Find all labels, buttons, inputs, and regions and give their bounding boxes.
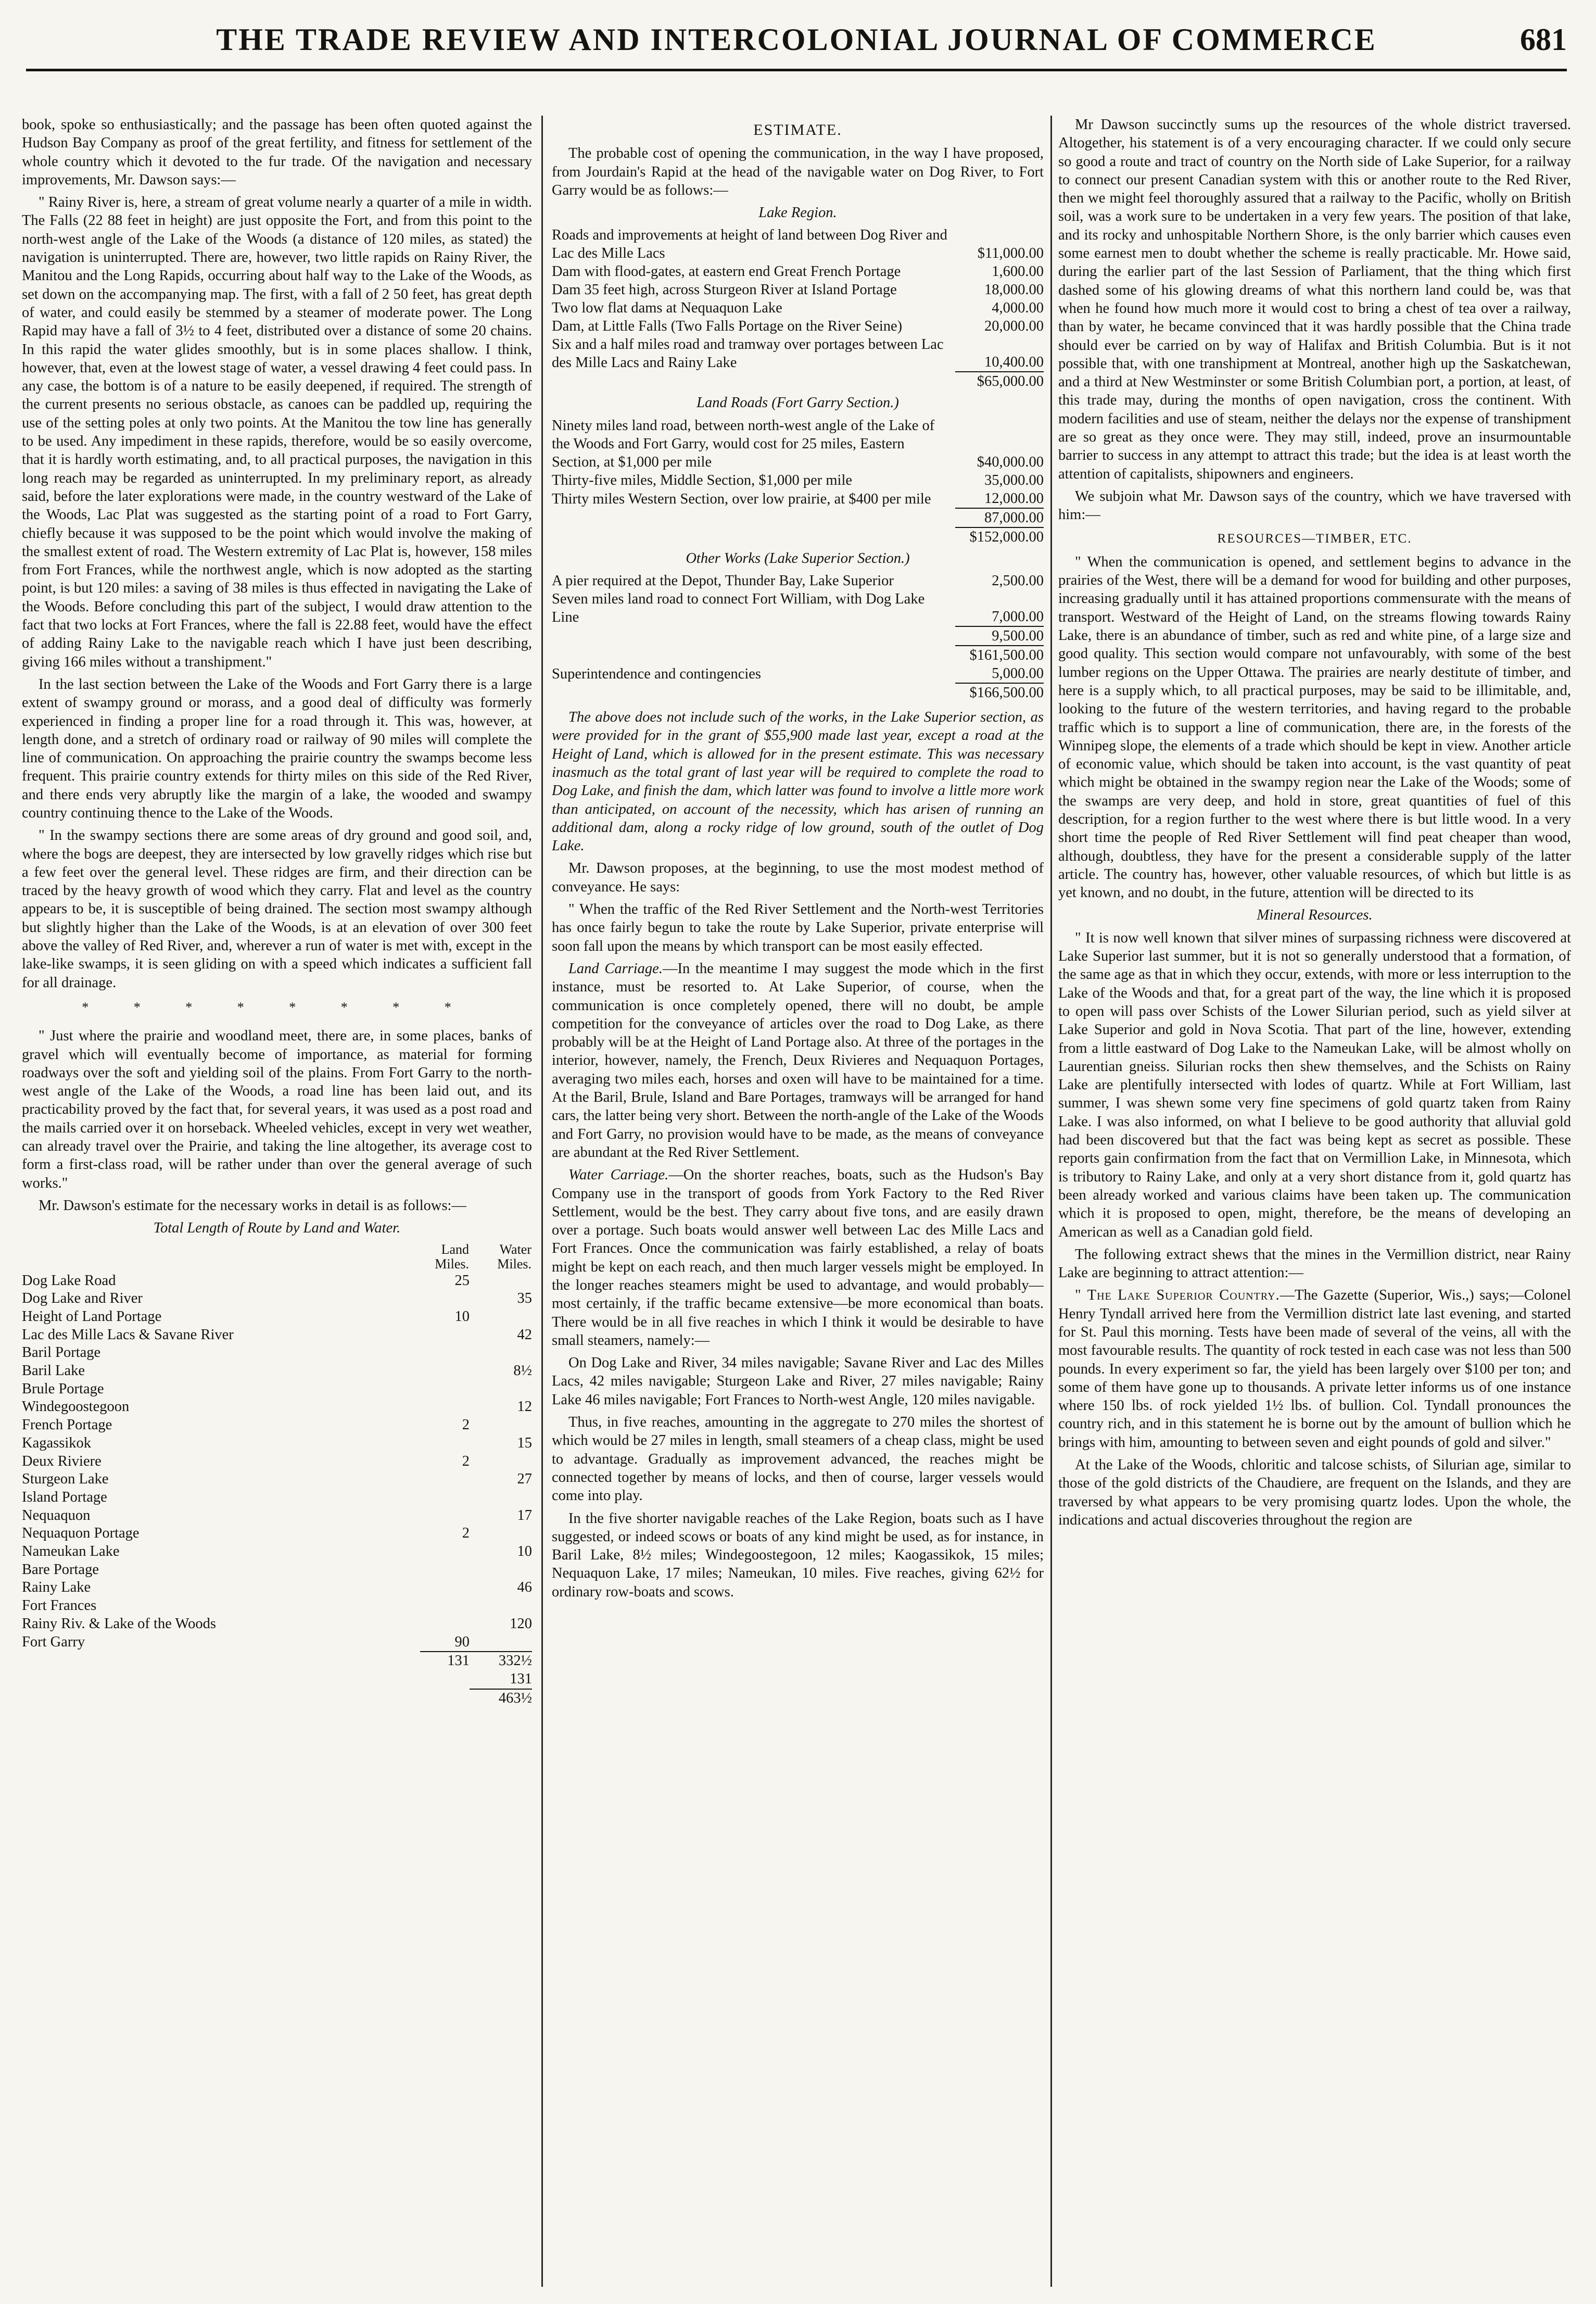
estimate-item: Dam, at Little Falls (Two Falls Portage on the River Seine): [552, 318, 903, 335]
route-name: Rainy Lake: [22, 1579, 91, 1596]
route-name: Brule Portage: [22, 1380, 104, 1397]
superintendence-label: Superintendence and contingencies: [552, 666, 762, 683]
route-land-miles: [420, 1344, 470, 1362]
route-water-miles: [470, 1525, 532, 1543]
run-in-heading: Water Carriage.: [568, 1167, 669, 1184]
route-name: Island Portage: [22, 1489, 107, 1505]
paragraph-body: —On the shorter reaches, boats, such as the Hudson's Bay Company use in the transport of goods from York Factory to the Red River Settlement, would be the best. They carry about five tons, and are easily drawn over a portage. Such boats would answer well between Lac des Mille Lacs and Fort Frances. Once the communication was fairly established, a relay of boats might be kept on each reach, and then much larger vessels might be employed. In the longer reaches steamers might be used to advantage, and would probably—most certainly, if the traffic became extensive—be more economical than boats. There would be in all five reaches in which I think it would be desirable to have small steamers, namely:—: [552, 1167, 1044, 1349]
estimate-item: Six and a half miles road and tramway over portages between Lac des Mille Lacs and Rainy Lake: [552, 336, 944, 371]
run-in-heading: Land Carriage.: [568, 960, 663, 977]
paragraph: At the Lake of the Woods, chloritic and talcose schists, of Silurian age, similar to those of the gold districts of the Chaudiere, are frequent on the Islands, and they are traversed by what appears to be very promising quartz lodes. Upon the whole, the indications and actual discoveries throughout the region are: [1058, 1457, 1571, 1528]
paragraph-body: —The Gazette (Superior, Wis.,) says;—Colonel Henry Tyndall arrived here from the Vermillion district late last evening, and started for St. Paul this morning. Tests have been made of several of the veins, all with the most favourable results. The quantity of rock tested in each case was not less than 500 pounds. In every experiment so far, the yield has been largely over $100 per ton; and some of them have gone up to thousands. A private letter informs us of one instance where 150 lbs. of rock yielded 1½ lbs. of bullion. Col. Tyndall pronounces the country rich, and in this statement he is borne out by the amount of bullion which he brings with him, amounting to between seven and eight pounds of gold and silver.": [1058, 1287, 1571, 1451]
route-water-miles: [470, 1561, 532, 1579]
column-header-water: Water Miles.: [497, 1241, 531, 1271]
route-land-miles: [420, 1507, 470, 1525]
route-water-miles: 8½: [513, 1363, 532, 1379]
column-header-land: Land Miles.: [435, 1241, 469, 1271]
route-row: [22, 1579, 532, 1597]
route-water-miles: 15: [517, 1434, 532, 1451]
estimate-amount: $11,000.00: [977, 245, 1044, 262]
route-land-miles: [420, 1326, 470, 1344]
route-name: Nequaquon: [22, 1507, 91, 1524]
route-water-miles: [470, 1453, 532, 1471]
estimate-row: [552, 262, 1044, 281]
route-land-miles: [420, 1489, 470, 1507]
route-row: [22, 1434, 532, 1453]
paragraph: " Rainy River is, here, a stream of great volume nearly a quarter of a mile in width. The Falls (22 88 feet in height) are just opposite the Fort, and from this point to the north-west angle of the Lake of the Woods (a distance of 120 miles, as stated) the navigation is uninterrupted. There are, however, two little rapids on Rainy River, the Manitou and the Long Rapids, occurring about half way to the Lake of the Woods, as set down on the accompanying map. The first, with a fall of 2 50 feet, has great depth of water, and could easily be stemmed by a steamer of moderate power. The Long Rapid may have a fall of 3½ to 4 feet, distributed over a distance of some 20 chains. In this rapid the water glides smoothly, but is in some places shallow. I think, however, that, even at the lowest stage of water, a vessel drawing 4 feet could pass. In any case, the bottom is of a nature to be easily deepened, if required. The strength of the current presents no serious obstacle, as canoes can be paddled up, requiring the use of the setting poles at only two points. At the Manitou the tow line has generally to be used. Any impediment in these rapids, therefore, would be so easily overcome, that it is hardly worth estimating, and, to all practical purposes, the navigation in this long reach may be regarded as uninterrupted. In my preliminary report, as already said, before the later explorations were made, in the country westward of the Lake of the Woods, Lac Plat was suggested as the starting point of a road to Fort Garry, chiefly because it was supposed to be the point which would involve the making of the smallest extent of road. The Western extremity of Lac Plat is, however, 158 miles from Fort Frances, while the northwest angle, which is now adopted as the starting point, is but 120 miles: a saving of 38 miles is thus effected in navigating the Lake of the Woods. Before concluding this part of the subject, I would draw attention to the fact that two locks at Fort Frances, where the fall is 22.88 feet, would have the effect of adding Rainy Lake to the navigable reach which I have just been describing, giving 166 miles without a transhipment.": [22, 194, 532, 670]
estimate-amount: 2,500.00: [992, 573, 1044, 589]
paragraph: In the last section between the Lake of the Woods and Fort Garry there is a large extent of swampy ground or morass, and a good deal of difficulty was formerly experienced in finding a proper line for a road through it. This was, however, at length done, and a stretch of ordinary road or railway of 90 miles will complete the line of communication. On approaching the prairie country the swamps become less frequent. This prairie country extends for thirty miles on this side of the Red River, and there ends very abruptly like the margin of a lake, the wooded and swampy country continuing thence to the Lake of the Woods.: [22, 676, 532, 821]
route-name: Bare Portage: [22, 1561, 99, 1578]
route-row: [22, 1398, 532, 1416]
other-works-heading: Other Works (Lake Superior Section.): [686, 550, 910, 566]
route-row: [22, 1633, 532, 1652]
estimate-amount: 18,000.00: [984, 282, 1044, 298]
route-grand-total: 463½: [470, 1689, 532, 1708]
route-water-miles: [470, 1416, 532, 1434]
route-water-miles: 17: [517, 1507, 532, 1524]
estimate-amount: 20,000.00: [984, 318, 1044, 335]
estimate-row: [552, 299, 1044, 317]
route-water-miles: 120: [510, 1615, 532, 1632]
lake-region-heading: Lake Region.: [758, 205, 837, 221]
route-total-water: 332½: [470, 1652, 532, 1670]
route-name: Fort Garry: [22, 1634, 85, 1651]
route-name: Lac des Mille Lacs & Savane River: [22, 1326, 234, 1343]
route-row: [22, 1326, 532, 1344]
estimate-row: [552, 226, 1044, 262]
paragraph: " Just where the prairie and woodland meet, there are, in some places, banks of gravel which will eventually become of importance, as material for forming roadways over the soft and yielding soil of the plains. From Fort Garry to the north-west angle of the Lake of the Woods, a road line has been laid out, and its practicability proved by the fact that, for several years, it was used as a post road and the mails carried over it on horseback. Wheeled vehicles, except in very wet weather, can already travel over the Prairie, and taking the line altogether, its average cost to form a first-class road, will be rather under than over the general average of such works.": [22, 1028, 532, 1191]
lake-region-table: [552, 226, 1044, 391]
route-land-miles: 2: [462, 1525, 470, 1542]
grand-total: $166,500.00: [955, 683, 1044, 702]
estimate-amount: 7,000.00: [992, 609, 1044, 625]
route-name: Baril Portage: [22, 1344, 101, 1361]
run-in-heading: " The Lake Superior Country.: [1075, 1287, 1280, 1304]
route-table: [22, 1242, 532, 1708]
route-name: Dog Lake and River: [22, 1290, 143, 1307]
route-row: [22, 1344, 532, 1362]
route-row: [22, 1272, 532, 1290]
column-divider: [1050, 116, 1052, 2287]
route-name: Sturgeon Lake: [22, 1471, 109, 1488]
estimate-item: A pier required at the Depot, Thunder Bay, Lake Superior: [552, 573, 894, 589]
route-water-miles: [470, 1308, 532, 1326]
running-total: $161,500.00: [955, 646, 1044, 664]
route-row: [22, 1416, 532, 1434]
route-land-miles: 90: [454, 1633, 470, 1650]
route-water-miles: [470, 1380, 532, 1399]
estimate-row: [552, 417, 1044, 471]
route-row: [22, 1597, 532, 1615]
estimate-row: [552, 471, 1044, 489]
estimate-heading: ESTIMATE.: [753, 121, 842, 139]
route-land-miles: 2: [462, 1417, 470, 1433]
other-works-subtotal: 9,500.00: [955, 626, 1044, 646]
route-name: Deux Riviere: [22, 1453, 102, 1469]
route-land-miles: 10: [454, 1308, 470, 1325]
route-row: [22, 1470, 532, 1489]
route-grand-total-row: [22, 1689, 532, 1708]
land-roads-subtotal: 87,000.00: [955, 508, 1044, 527]
route-name: Dog Lake Road: [22, 1272, 116, 1289]
paragraph: On Dog Lake and River, 34 miles navigable; Savane River and Lac des Milles Lacs, 42 miles navigable; Sturgeon Lake and River, 27 miles navigable; Rainy Lake 46 miles navigable; Fort Frances to North-west Angle, 120 miles navigable.: [552, 1355, 1044, 1408]
route-land-miles: [420, 1597, 470, 1615]
route-water-miles: 12: [517, 1399, 532, 1415]
estimate-item: Thirty-five miles, Middle Section, $1,000 per mile: [552, 472, 853, 488]
route-row: [22, 1615, 532, 1633]
paragraph: The above does not include such of the works, in the Lake Superior section, as were provided for in the grant of $55,900 made last year, except a road at the Height of Land, which is allowed for in the present estimate. This was necessary inasmuch as the total grant of last year will be required to complete the road to Dog Lake, and finish the dam, which latter was found to involve a little more work than anticipated, on account of the necessity, which has arisen of running an additional dam, along a rocky ridge of low ground, south of the outlet of Dog Lake.: [552, 709, 1044, 854]
route-row: [22, 1453, 532, 1471]
route-water-miles: [470, 1272, 532, 1290]
paragraph: Thus, in five reaches, amounting in the aggregate to 270 miles the shortest of which would be 27 miles in length, small steamers of a cheap class, might be used to advantage. Gradually as improvement advanced, the reaches might be connected together by means of locks, and then of course, larger vessels would come into play.: [552, 1414, 1044, 1504]
paragraph: The probable cost of opening the communication, in the way I have proposed, from Jourdain's Rapid at the head of the navigable water on Dog River, to Fort Garry would be as follows:—: [552, 145, 1044, 198]
route-name: Rainy Riv. & Lake of the Woods: [22, 1615, 216, 1632]
route-name: Nameukan Lake: [22, 1543, 120, 1560]
estimate-item: Dam 35 feet high, across Sturgeon River at Island Portage: [552, 282, 897, 298]
route-row: [22, 1507, 532, 1525]
land-roads-total: $152,000.00: [955, 527, 1044, 546]
superintendence-amount: 5,000.00: [992, 665, 1044, 682]
page-number: 681: [1520, 22, 1567, 57]
route-land-miles: [420, 1380, 470, 1399]
paragraph: Mr. Dawson's estimate for the necessary works in detail is as follows:—: [39, 1197, 466, 1214]
route-land-miles: 25: [454, 1272, 470, 1289]
route-table-header: [22, 1242, 532, 1272]
column-1: [22, 116, 532, 2287]
paragraph: We subjoin what Mr. Dawson says of the country, which we have traversed with him:—: [1058, 488, 1571, 523]
route-total-land: 131: [420, 1652, 470, 1670]
paragraph: In the five shorter navigable reaches of the Lake Region, boats such as I have suggested, or indeed scows or boats of any kind might be used, as for instance, in Baril Lake, 8½ miles; Windegoostegoon, 12 miles; Kaogassikok, 15 miles; Nequaquon Lake, 17 miles; Nameukan, 10 miles. Five reaches, giving 62½ for ordinary row-boats and scows.: [552, 1510, 1044, 1600]
estimate-item: Roads and improvements at height of land between Dog River and Lac des Mille Lacs: [552, 227, 947, 262]
route-water-miles: [470, 1633, 532, 1652]
header-rule: [26, 69, 1567, 71]
paragraph: book, spoke so enthusiastically; and the passage has been often quoted against the Hudson Bay Company as proof of the great fertility, and fitness for settlement of the whole country which it devoted to the fur trade. Of the navigation and necessary improvements, Mr. Dawson says:—: [22, 117, 532, 188]
route-water-miles: 46: [517, 1579, 532, 1596]
land-roads-heading: Land Roads (Fort Garry Section.): [696, 395, 899, 411]
route-land-miles: [420, 1398, 470, 1416]
paragraph: Mr. Dawson proposes, at the beginning, to use the most modest method of conveyance. He says:: [552, 860, 1044, 895]
route-name: French Portage: [22, 1417, 112, 1433]
estimate-amount: 35,000.00: [984, 472, 1044, 488]
route-row: [22, 1380, 532, 1399]
route-total-water-add: 131: [510, 1670, 532, 1687]
route-land-miles: [420, 1561, 470, 1579]
route-row: [22, 1525, 532, 1543]
paragraph: [552, 960, 1044, 1162]
route-total-row: [22, 1652, 532, 1670]
route-water-miles: [470, 1489, 532, 1507]
lake-region-total: $65,000.00: [955, 372, 1044, 391]
column-divider: [541, 116, 543, 2287]
paragraph: [1058, 1286, 1571, 1452]
route-table-heading: Total Length of Route by Land and Water.: [153, 1220, 401, 1237]
route-water-miles: 27: [517, 1471, 532, 1488]
paragraph: " In the swampy sections there are some areas of dry ground and good soil, and, where the bogs are deepest, they are intersected by low gravelly ridges which rise but a few feet over the general level. These ridges are firm, and their direction can be traced by the heavy growth of wood which they carry. Flat and level as the country appears to be, it is susceptible of being drained. The section most swampy although but slightly higher than the Lake of the Woods, is at an elevation of over 300 feet above the valley of Red River, and, wherever a run of water is met with, except in the lake-like swamps, it is seen gliding on with a speed which indicates a sufficient fall for all drainage.: [22, 827, 532, 991]
column-3: [1058, 116, 1571, 2287]
route-row: [22, 1290, 532, 1308]
estimate-amount: 12,000.00: [984, 490, 1044, 507]
route-name: Windegoostegoon: [22, 1399, 130, 1415]
paragraph: " It is now well known that silver mines of surpassing richness were discovered at Lake Superior last summer, but it is not so generally understood that a formation, of the same age as that in which they occur, extends, with more or less interruption to the Lake of the Woods and that, for a great part of the way, the line which it is proposed to open will pass over Schists of the Lower Silurian period, such as yield silver at Lake Superior and gold in Nova Scotia. That part of the line, however, extending from a little eastward of Dog Lake to the Nameukan Lake, will be almost wholly on Laurentian gneiss. Silurian rocks then shew themselves, and the Schists on Rainy Lake are plentifully intersected with lodes of quartz. While at Fort William, last summer, I was shewn some very fine specimens of gold quartz taken from Rainy Lake. I was also informed, on what I believe to be good authority that alluvial gold had been discovered but that the fact was being kept as secret as possible. These reports gain confirmation from the fact that on Vermillion Lake, in Minnesota, which is tributory to Rainy Lake, and only at a very short distance from it, gold quartz has been already worked and various claims have been taken up. The communication which it is proposed to open, might, therefore, be the means of developing an American as well as a Canadian gold field.: [1058, 929, 1571, 1240]
route-row: [22, 1543, 532, 1561]
route-land-miles: [420, 1362, 470, 1380]
estimate-item: Seven miles land road to connect Fort William, with Dog Lake Line: [552, 591, 925, 626]
route-land-miles: 2: [462, 1453, 470, 1469]
estimate-item: Thirty miles Western Section, over low prairie, at $400 per mile: [552, 490, 931, 507]
route-name: Height of Land Portage: [22, 1308, 162, 1325]
estimate-row: [552, 317, 1044, 335]
land-roads-table: [552, 417, 1044, 546]
resources-heading: RESOURCES—TIMBER, ETC.: [1217, 531, 1412, 546]
estimate-row: [552, 572, 1044, 590]
journal-title: THE TRADE REVIEW AND INTERCOLONIAL JOURNAL OF COMMERCE: [216, 22, 1377, 57]
route-land-miles: [420, 1470, 470, 1489]
route-water-miles: [470, 1597, 532, 1615]
estimate-amount: $40,000.00: [977, 454, 1044, 470]
paragraph: Mr Dawson succinctly sums up the resources of the whole district traversed. Altogether, his statement is of a very encouraging character. If we could only secure so good a route and tract of country on the North side of Lake Superior, for a railway to connect our present Canadian system with this or another route to the Red River, then we might feel thoroughly assured that a railway to the Pacific, wholly on British soil, was a work sure to be undertaken in a very few years. The position of that lake, and its rocky and unhospitable Northern Shore, is the only barrier which causes even some earnest men to doubt whether the scheme is really practicable. Mr. Howe said, during the earlier part of the last Session of Parliament, that the thing which first dashed some of his glowing dreams of what this northern land could be, was that when he found how much more it would cost to bring a chest of tea over a railway, than by water, he became convinced that it was hardly possible that the China trade should ever be carried on by way of Halifax and British Columbia. But is it not possible that, with one transhipment at Montreal, another high up the Saskatchewan, and a third at New Westminster or some British Columbian port, a portion, at least, of this trade may, during the months of open navigation, cross the continent. With modern facilities and use of steam, neither the delays nor the expense of transhipment are so great as they once were. They may still, indeed, prove an insurmountable barrier to success in any attempt to attract this trade; but the idea is at least worth the attention of capitalists, shipowners and engineers.: [1058, 117, 1571, 482]
route-name: Kagassikok: [22, 1434, 91, 1451]
estimate-row: [552, 590, 1044, 626]
mineral-resources-heading: Mineral Resources.: [1257, 907, 1373, 924]
estimate-item: Two low flat dams at Nequaquon Lake: [552, 300, 782, 317]
route-row: [22, 1489, 532, 1507]
other-works-table: [552, 572, 1044, 702]
estimate-amount: 10,400.00: [984, 354, 1044, 371]
route-land-miles: [420, 1290, 470, 1308]
paragraph-body: —In the meantime I may suggest the mode which in the first instance, must be resorted to. At Lake Superior, of course, when the communication is once completely opened, there will no doubt, be ample competition for the conveyance of articles over the road to Dog Lake, as there probably will be at the Height of Land Portage also. At three of the portages in the interior, however, namely, the French, Deux Rivieres and Nequaquon Portages, averaging two miles each, horses and oxen will have to be maintained for a time. At the Baril, Brule, Island and Bare Portages, tramways will be arranged for hand cars, the latter being very short. Between the north-angle of the Lake of the Woods and Fort Garry, no provision would have to be made, as the means of conveyance are abundant at the Red River Settlement.: [552, 960, 1044, 1161]
route-row: [22, 1362, 532, 1380]
route-row: [22, 1308, 532, 1326]
estimate-amount: 1,600.00: [992, 263, 1044, 280]
route-land-miles: [420, 1434, 470, 1453]
section-break-stars: * * * * * * * *: [82, 999, 472, 1015]
route-name: Fort Frances: [22, 1597, 97, 1614]
paragraph: The following extract shews that the mines in the Vermillion district, near Rainy Lake are beginning to attract attention:—: [1058, 1246, 1571, 1281]
route-land-miles: [420, 1543, 470, 1561]
paragraph: [552, 1166, 1044, 1350]
route-row: [22, 1561, 532, 1579]
estimate-row: [552, 335, 1044, 372]
estimate-item: Dam with flood-gates, at eastern end Great French Portage: [552, 263, 901, 280]
route-name: Baril Lake: [22, 1363, 85, 1379]
estimate-amount: 4,000.00: [992, 300, 1044, 317]
route-land-miles: [420, 1579, 470, 1597]
column-2: [552, 116, 1044, 2287]
estimate-item: Ninety miles land road, between north-west angle of the Lake of the Woods and Fort Garry, would cost for 25 miles, Eastern Section, at $1,000 per mile: [552, 417, 935, 470]
estimate-row: [552, 281, 1044, 299]
estimate-row: [552, 489, 1044, 508]
route-water-miles: 35: [517, 1290, 532, 1307]
page-header: [26, 19, 1567, 92]
route-total-row: [22, 1670, 532, 1689]
route-land-miles: [420, 1615, 470, 1633]
route-name: Nequaquon Portage: [22, 1525, 140, 1542]
route-water-miles: 42: [517, 1326, 532, 1343]
paragraph: " When the traffic of the Red River Settlement and the North-west Territories has once fairly begun to take the route by Lake Superior, private enterprise will soon fall upon the means by which transport can be most easily effected.: [552, 901, 1044, 954]
route-water-miles: 10: [517, 1543, 532, 1560]
paragraph: " When the communication is opened, and settlement begins to advance in the prairies of the West, there will be a demand for wood for building and other purposes, increasing gradually until it has attained proportions commensurate with the means of transport. Westward of the Height of Land, on the streams flowing towards Rainy Lake, there is an abundance of timber, such as red and white pine, of a large size and good quality. This section would compare not unfavourably, with some of the best lumber regions on the Upper Ottawa. The prairies are nearly destitute of timber, and here is a supply which, to all practical purposes, may be said to be illimitable, and, looking to the future of the western territories, and having regard to the probable traffic which is to support a line of communication, there are, in the forests of the Winnipeg slope, the elements of a trade which should be kept in view. Another article of economic value, which should be taken into account, is the vast quantity of peat which might be obtained in the swampy region near the Lake of the Woods; some of the swamps are very deep, and hold in store, great quantities of fuel of this description, for a region further to the west where there is but little wood. In a very short time the people of Red River Settlement will find peat cheaper than wood, although, doubtless, they have for the present a considerable supply of the latter article. The country has, however, other valuable resources, of which but little is as yet known, and no doubt, in the future, attention will be directed to its: [1058, 553, 1571, 901]
route-water-miles: [470, 1344, 532, 1362]
